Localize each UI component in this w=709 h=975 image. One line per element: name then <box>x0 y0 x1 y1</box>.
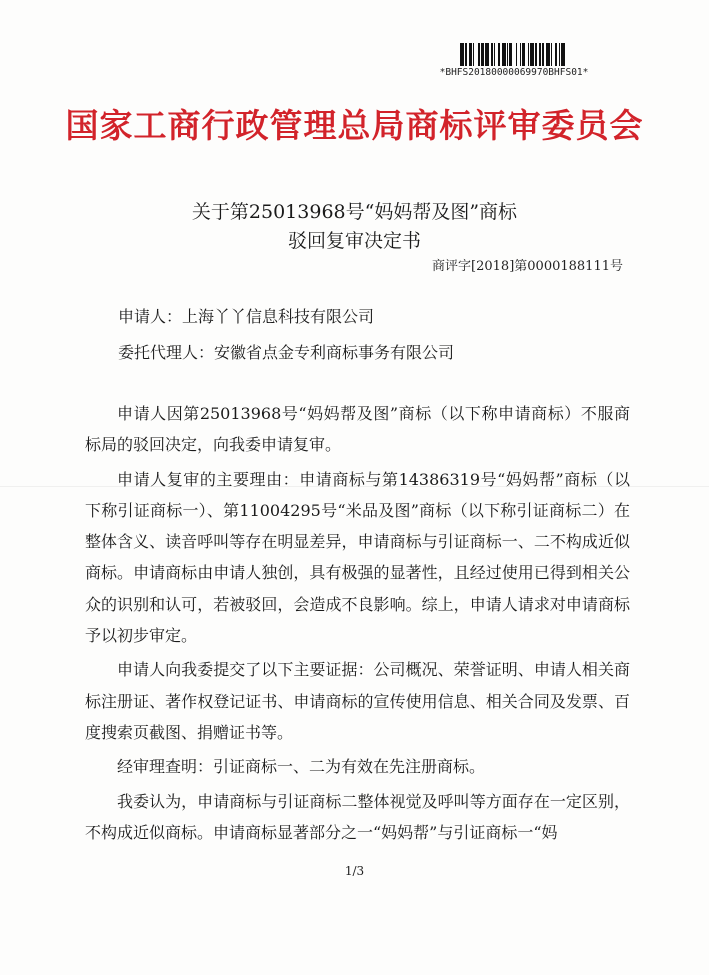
barcode-block <box>424 43 604 78</box>
decision-title-line2: 驳回复审决定书 <box>287 230 421 252</box>
decision-body <box>85 398 630 851</box>
barcode-image <box>424 43 604 66</box>
paragraph-committee-opinion: 我委认为，申请商标与引证商标二整体视觉及呼叫等方面存在一定区别，不构成近似商标。申请商标显著部分之一“妈妈帮”与引证商标一“妈 <box>85 791 630 842</box>
paragraph-findings: 经审理查明：引证商标一、二为有效在先注册商标。 <box>117 757 486 777</box>
paragraph-applicant-reasons: 申请人复审的主要理由：申请商标与第14386319号“妈妈帮”商标（以下称引证商标一）、第11004295号“米品及图”商标（以下称引证商标二）在整体含义、读音呼叫等存在明显差异，申请商标与引证商标一、二不构成近似商标。申请商标由申请人独创，具有极强的显著性，且经过使用已得到相关公众的识别和认可，若被驳回，会造成不良影响。综上，申请人请求对申请商标予以初步审定。 <box>85 469 630 646</box>
barcode-text: *BHFS20180000069970BHFS01* <box>439 67 589 78</box>
page-number: 1/3 <box>344 864 365 878</box>
agent-line: 委托代理人：安徽省点金专利商标事务有限公司 <box>118 343 455 362</box>
decision-title-line1: 关于第25013968号“妈妈帮及图”商标 <box>191 201 518 223</box>
paragraph-evidence: 申请人向我委提交了以下主要证据：公司概况、荣誉证明、申请人相关商标注册证、著作权登记证书、申请商标的宣传使用信息、相关合同及发票、百度搜索页截图、捐赠证书等。 <box>85 660 630 742</box>
document-number: 商评字[2018]第0000188111号 <box>432 259 623 274</box>
organization-header: 国家工商行政管理总局商标评审委员会 <box>65 106 644 145</box>
applicant-line: 申请人：上海丫丫信息科技有限公司 <box>118 307 375 326</box>
paragraph-background: 申请人因第25013968号“妈妈帮及图”商标（以下称申请商标）不服商标局的驳回决定，向我委申请复审。 <box>85 404 630 455</box>
